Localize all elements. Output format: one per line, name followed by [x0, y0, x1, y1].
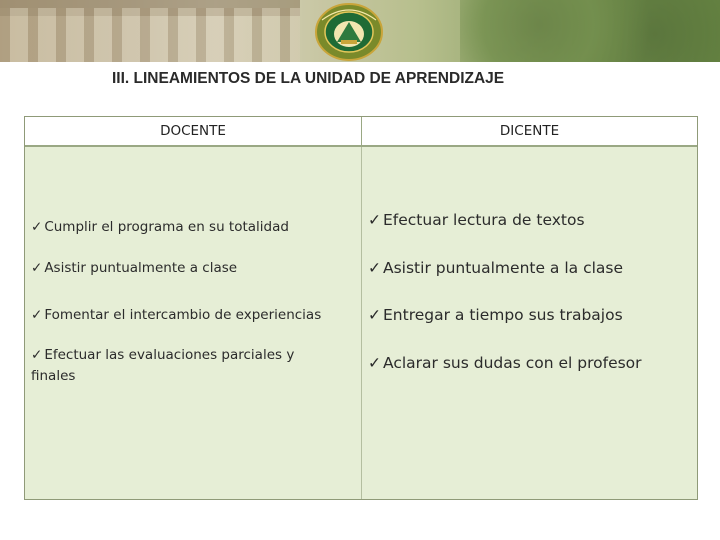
check-icon: ✓: [31, 347, 43, 363]
list-item-text: Aclarar sus dudas con el profesor: [383, 354, 642, 372]
dicente-column: [362, 147, 697, 499]
list-item-text: Fomentar el intercambio de experiencias: [44, 307, 322, 323]
trees-image: [460, 0, 720, 62]
list-item: [368, 209, 694, 231]
check-icon: ✓: [31, 260, 43, 276]
page-title: III. LINEAMIENTOS DE LA UNIDAD DE APRENDIZAJE: [112, 70, 505, 87]
list-item-text: Asistir puntualmente a clase: [44, 260, 238, 276]
table-header: [25, 117, 697, 147]
column-header-docente: DOCENTE: [25, 117, 362, 145]
university-crest-icon: [314, 2, 384, 62]
check-icon: ✓: [31, 307, 43, 323]
list-item-text: Cumplir el programa en su totalidad: [44, 219, 289, 235]
list-item: [368, 304, 694, 326]
check-icon: ✓: [31, 219, 43, 235]
list-item-text: Efectuar las evaluaciones parciales y finales: [31, 347, 295, 384]
list-item: [31, 345, 311, 387]
list-item: [31, 258, 357, 279]
docente-column: [25, 147, 362, 499]
header-banner: [0, 0, 720, 62]
check-icon: ✓: [368, 259, 381, 277]
list-item: [368, 352, 694, 374]
building-image: [0, 8, 300, 62]
guidelines-table: [24, 116, 698, 500]
column-header-dicente: DICENTE: [499, 123, 560, 139]
check-icon: ✓: [368, 211, 381, 229]
list-item: [31, 217, 357, 238]
check-icon: ✓: [368, 306, 381, 324]
list-item: [31, 305, 357, 326]
list-item-text: Asistir puntualmente a la clase: [383, 259, 624, 277]
check-icon: ✓: [368, 354, 381, 372]
list-item-text: Entregar a tiempo sus trabajos: [383, 306, 623, 324]
list-item: [368, 257, 694, 279]
list-item-text: Efectuar lectura de textos: [383, 211, 585, 229]
